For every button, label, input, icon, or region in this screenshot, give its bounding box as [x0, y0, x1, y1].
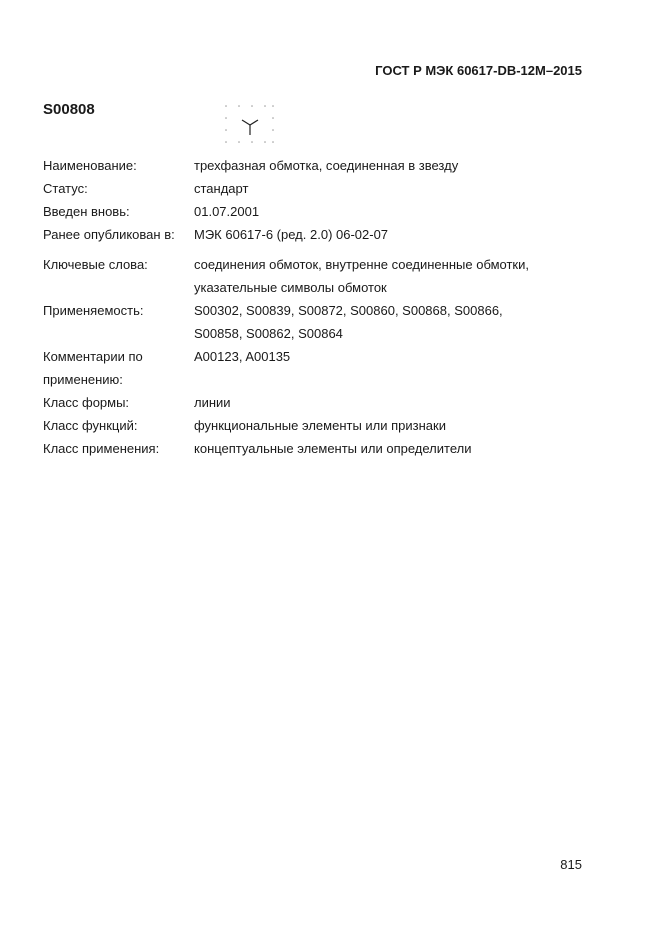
field-value: концептуальные элементы или определители	[194, 441, 472, 456]
section-gap	[43, 246, 574, 253]
field-value: A00123, A00135	[194, 349, 291, 364]
field-label: Класс функций:	[43, 418, 138, 433]
field-label: Ключевые слова:	[43, 257, 148, 272]
star-winding-symbol-icon	[222, 102, 278, 150]
field-value: стандарт	[194, 181, 249, 196]
field-value: линии	[194, 395, 231, 410]
field-value-line: S00302, S00839, S00872, S00860, S00868, S00866,	[194, 303, 503, 318]
field-value: 01.07.2001	[194, 204, 260, 219]
field-value: трехфазная обмотка, соединенная в звезду	[194, 158, 459, 173]
field-value	[194, 253, 574, 299]
field-label: Статус:	[43, 181, 88, 196]
field-name	[43, 154, 574, 177]
field-value-line: соединения обмоток, внутренне соединенные обмотки,	[194, 257, 529, 272]
field-value: МЭК 60617-6 (ред. 2.0) 06-02-07	[194, 227, 389, 242]
field-value-line: S00858, S00862, S00864	[194, 326, 343, 341]
attribute-list	[43, 154, 574, 460]
symbol-id: S00808	[43, 101, 95, 118]
field-label: Класс применения:	[43, 441, 160, 456]
field-label: Введен вновь:	[43, 204, 130, 219]
field-applicability	[43, 299, 574, 345]
field-label	[43, 345, 194, 391]
field-introduced	[43, 200, 574, 223]
field-label: Наименование:	[43, 158, 137, 173]
field-keywords	[43, 253, 574, 299]
field-value	[194, 299, 574, 345]
field-label-line: применению:	[43, 372, 123, 387]
page-number: 815	[560, 857, 582, 872]
field-value-line: указательные символы обмоток	[194, 280, 387, 295]
field-function-class	[43, 414, 574, 437]
field-comments	[43, 345, 574, 391]
field-status	[43, 177, 574, 200]
standard-header: ГОСТ Р МЭК 60617-DB-12М–2015	[375, 63, 582, 78]
field-value: функциональные элементы или признаки	[194, 418, 446, 433]
field-shape-class	[43, 391, 574, 414]
field-label: Ранее опубликован в:	[43, 227, 175, 242]
field-label: Класс формы:	[43, 395, 130, 410]
field-label: Применяемость:	[43, 303, 144, 318]
field-application-class	[43, 437, 574, 460]
field-published	[43, 223, 574, 246]
field-label-line: Комментарии по	[43, 349, 143, 364]
